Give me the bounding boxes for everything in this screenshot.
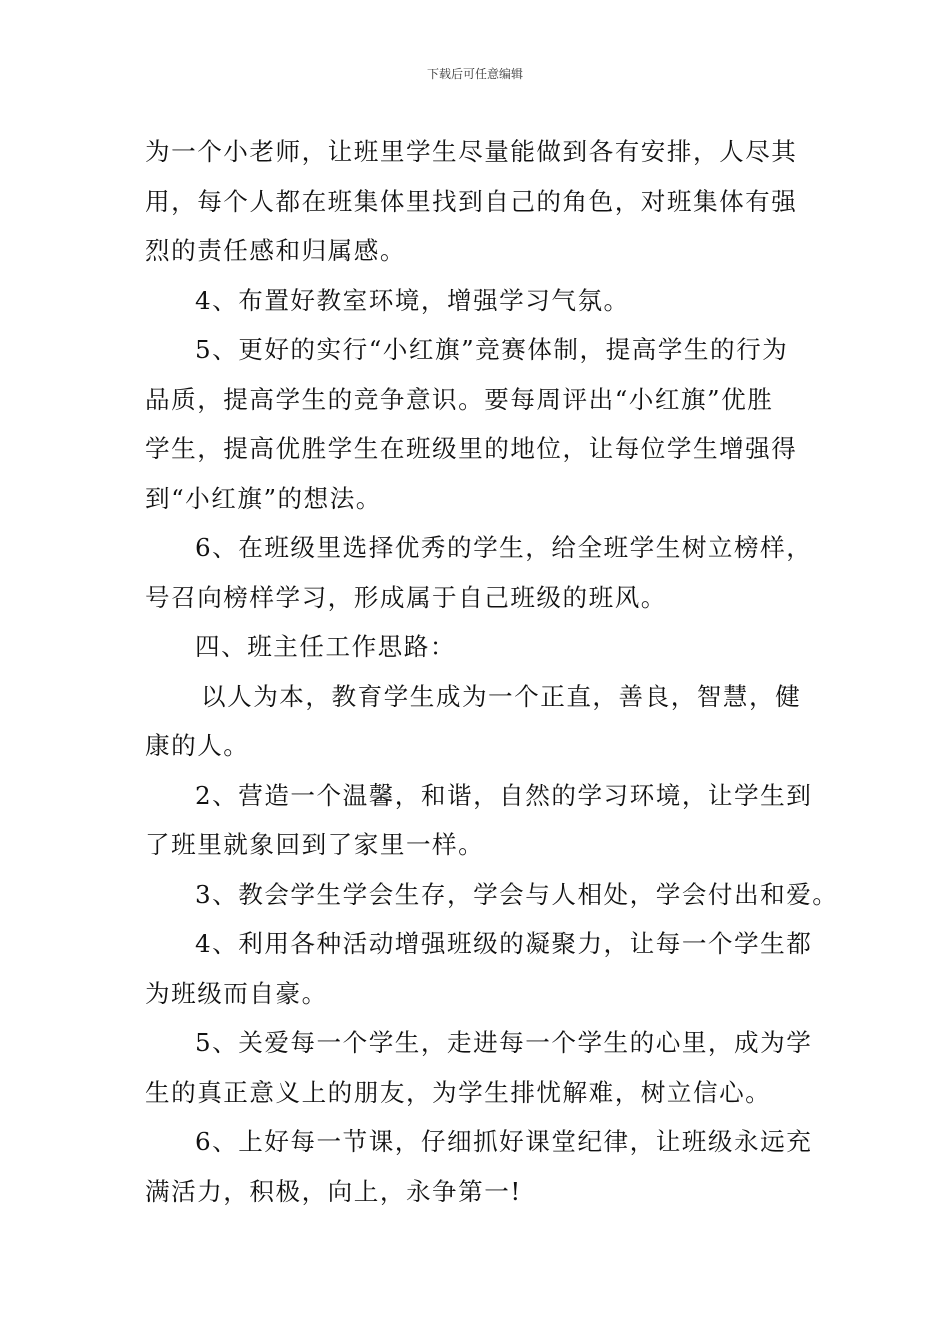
page-header: 下载后可任意编辑	[426, 67, 523, 81]
text-line: 学生，提高优胜学生在班级里的地位，让每位学生增强得	[145, 434, 798, 463]
text-line: 满活力，积极，向上，永争第一!	[145, 1176, 522, 1206]
text-line: 号召向榜样学习，形成属于自己班级的班风。	[145, 582, 667, 612]
list-item-2: 2、营造一个温馨，和谐，自然的学习环境，让学生到	[195, 780, 813, 810]
paragraph-start: 以人为本，教育学生成为一个正直，善良，智慧，健	[201, 681, 802, 711]
text-line: 到“小红旗”的想法。	[145, 483, 382, 513]
text-line: 品质，提高学生的竞争意识。要每周评出“小红旗”优胜	[145, 384, 774, 414]
list-item-6b: 6、上好每一节课，仔细抓好课堂纪律，让班级永远充	[195, 1127, 813, 1156]
list-item-5b: 5、关爱每一个学生，走进每一个学生的心里，成为学	[195, 1028, 813, 1057]
document-body	[145, 127, 839, 1216]
list-item-4: 4、布置好教室环境，增强学习气氛。	[195, 285, 630, 315]
text-line: 为班级而自豪。	[145, 978, 328, 1008]
list-item-5: 5、更好的实行“小红旗”竞赛体制，提高学生的行为	[195, 335, 789, 364]
text-line: 了班里就象回到了家里一样。	[145, 830, 485, 859]
list-item-4b: 4、利用各种活动增强班级的凝聚力，让每一个学生都	[195, 929, 813, 958]
list-item-3: 3、教会学生学会生存，学会与人相处，学会付出和爱。	[195, 879, 839, 909]
text-line: 用，每个人都在班集体里找到自己的角色，对班集体有强	[145, 186, 798, 216]
text-line: 烈的责任感和归属感。	[145, 236, 406, 265]
text-line: 康的人。	[145, 731, 250, 760]
text-line: 为一个小老师，让班里学生尽量能做到各有安排，人尽其	[145, 137, 798, 166]
list-item-6: 6、在班级里选择优秀的学生，给全班学生树立榜样，	[195, 533, 813, 562]
section-heading: 四、班主任工作思路：	[195, 632, 456, 661]
text-line: 生的真正意义上的朋友，为学生排忧解难，树立信心。	[145, 1077, 772, 1107]
